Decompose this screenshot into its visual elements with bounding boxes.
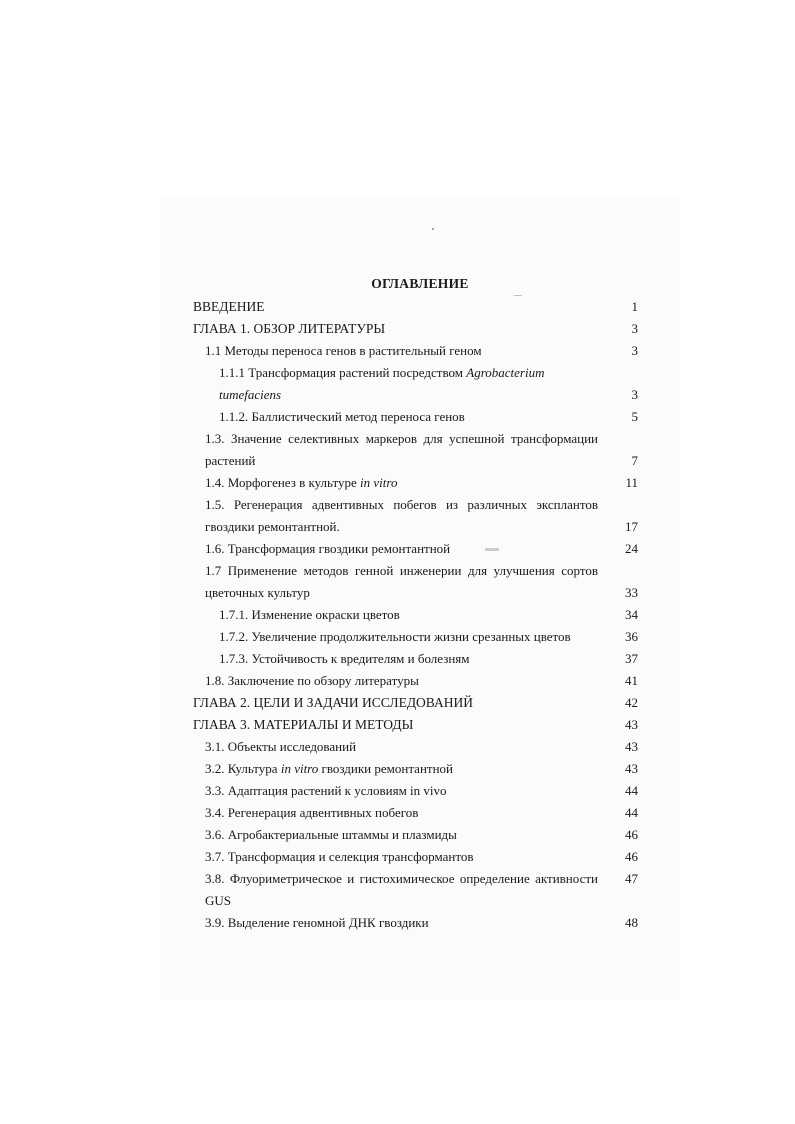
- scan-speck: [432, 228, 434, 230]
- toc-entry-line: ГЛАВА 1. ОБЗОР ЛИТЕРАТУРЫ: [193, 321, 386, 336]
- toc-entry-line: 1.7.1. Изменение окраски цветов: [219, 607, 400, 622]
- toc-page-number: 1: [631, 299, 638, 314]
- toc-page-number: 46: [625, 849, 638, 864]
- toc-entry-text: [193, 692, 598, 714]
- toc-page-number: 42: [625, 695, 638, 710]
- toc-entry-text: [219, 362, 598, 406]
- toc-entry: [193, 670, 638, 692]
- toc-entry-line: 1.1 Методы переноса генов в растительный геном: [205, 343, 482, 358]
- toc-entry-line: растений: [205, 453, 256, 468]
- toc-title: ОГЛАВЛЕНИЕ: [371, 276, 469, 291]
- toc-entry-text: [219, 604, 598, 626]
- toc-entry: [193, 846, 638, 868]
- toc-entry-line: 3.2. Культура in vitro гвоздики ремонтантной: [205, 761, 454, 776]
- toc-entry-line: ВВЕДЕНИЕ: [193, 299, 265, 314]
- toc-entry-line: гвоздики ремонтантной.: [205, 519, 340, 534]
- toc-page-number: 3: [631, 387, 638, 402]
- toc-entry-text: [193, 318, 598, 340]
- toc-entry-line: GUS: [205, 893, 232, 908]
- toc-entry-text: [205, 670, 598, 692]
- toc-italic-term: Agrobacterium: [466, 365, 545, 380]
- toc-entry-text: [205, 494, 598, 538]
- toc-entry-line: 3.8. Флуориметрическое и гистохимическое определение активности: [205, 871, 598, 886]
- toc-entry: [193, 912, 638, 934]
- toc-page-number: 36: [625, 629, 638, 644]
- toc-entry-text: [205, 868, 598, 912]
- toc-entry-line: 3.7. Трансформация и селекция трансформантов: [205, 849, 474, 864]
- toc-entry: [193, 362, 638, 406]
- toc-entry-line: 1.5. Регенерация адвентивных побегов из различных эксплантов: [205, 497, 598, 512]
- toc-entry-line: 1.6. Трансформация гвоздики ремонтантной: [205, 541, 451, 556]
- toc-entry: [193, 538, 638, 560]
- toc-entry-line: 3.6. Агробактериальные штаммы и плазмиды: [205, 827, 457, 842]
- toc-page-number: 46: [625, 827, 638, 842]
- toc-page-number: 47: [625, 871, 638, 886]
- toc-entry-text: [205, 428, 598, 472]
- toc-page-number: 48: [625, 915, 638, 930]
- toc-entry-text: [205, 758, 598, 780]
- toc-entry-text: [219, 648, 598, 670]
- toc-entry-line: ГЛАВА 3. МАТЕРИАЛЫ И МЕТОДЫ: [193, 717, 414, 732]
- toc-entry: [193, 318, 638, 340]
- toc-page-number: 43: [625, 739, 638, 754]
- toc-entry-line: tumefaciens: [219, 387, 282, 402]
- toc-entry: [193, 626, 638, 648]
- toc-entry-line: 1.7.2. Увеличение продолжительности жизни срезанных цветов: [219, 629, 571, 644]
- toc-italic-term: in vitro: [360, 475, 398, 490]
- toc-entry: [193, 406, 638, 428]
- toc-page-number: 24: [625, 541, 638, 556]
- toc-entry: [193, 714, 638, 736]
- toc-entry: [193, 736, 638, 758]
- table-of-contents: [193, 296, 638, 934]
- toc-entry-line: 1.1.2. Баллистический метод переноса генов: [219, 409, 465, 424]
- toc-entry: [193, 868, 638, 912]
- toc-entry-line: ГЛАВА 2. ЦЕЛИ И ЗАДАЧИ ИССЛЕДОВАНИЙ: [193, 695, 473, 710]
- toc-entry: [193, 494, 638, 538]
- toc-page-number: 41: [625, 673, 638, 688]
- toc-entry-text: [219, 626, 598, 648]
- toc-italic-term: in vitro: [280, 761, 319, 776]
- toc-entry-text: [219, 406, 598, 428]
- toc-entry-text: [205, 340, 598, 362]
- toc-entry-text: [205, 736, 598, 758]
- toc-entry: [193, 692, 638, 714]
- toc-entry-line: 3.9. Выделение геномной ДНК гвоздики: [205, 915, 429, 930]
- toc-page-number: 7: [631, 453, 638, 468]
- toc-entry-line: 1.7.3. Устойчивость к вредителям и болезням: [219, 651, 470, 666]
- toc-entry: [193, 428, 638, 472]
- toc-entry: [193, 472, 638, 494]
- toc-entry: [193, 758, 638, 780]
- toc-entry-line: 1.4. Морфогенез в культуре in vitro: [205, 475, 398, 490]
- toc-entry: [193, 648, 638, 670]
- toc-entry: [193, 824, 638, 846]
- toc-entry-text: [205, 912, 598, 934]
- toc-page-number: 43: [625, 717, 638, 732]
- toc-entry: [193, 604, 638, 626]
- toc-entry-line: 1.8. Заключение по обзору литературы: [205, 673, 419, 688]
- toc-entry-text: [205, 824, 598, 846]
- toc-page-number: 44: [625, 783, 638, 798]
- toc-entry-text: [205, 802, 598, 824]
- toc-page-number: 43: [625, 761, 638, 776]
- toc-entry: [193, 296, 638, 318]
- toc-entry-text: [205, 780, 598, 802]
- toc-page-number: 37: [625, 651, 638, 666]
- toc-page-number: 17: [625, 519, 638, 534]
- toc-page-number: 11: [625, 475, 638, 490]
- toc-entry: [193, 780, 638, 802]
- toc-entry: [193, 802, 638, 824]
- toc-entry-text: [193, 714, 598, 736]
- toc-page-number: 44: [625, 805, 638, 820]
- toc-entry-text: [205, 846, 598, 868]
- toc-entry-text: [205, 560, 598, 604]
- toc-entry-line: 3.3. Адаптация растений к условиям in vivo: [205, 783, 447, 798]
- toc-entry-line: 1.7 Применение методов генной инженерии для улучшения сортов: [205, 563, 598, 578]
- toc-entry-line: цветочных культур: [205, 585, 310, 600]
- toc-entry-text: [205, 472, 598, 494]
- toc-entry-line: 3.1. Объекты исследований: [205, 739, 357, 754]
- toc-entry: [193, 340, 638, 362]
- toc-entry-line: 1.1.1 Трансформация растений посредством Agrobacterium: [219, 365, 545, 380]
- toc-page-number: 33: [625, 585, 638, 600]
- toc-entry-text: [193, 296, 598, 318]
- toc-page-number: 5: [631, 409, 638, 424]
- toc-entry-line: 1.3. Значение селективных маркеров для успешной трансформации: [205, 431, 598, 446]
- toc-page-number: 34: [625, 607, 638, 622]
- toc-entry-line: 3.4. Регенерация адвентивных побегов: [205, 805, 419, 820]
- toc-page-number: 3: [631, 343, 638, 358]
- toc-page-number: 3: [631, 321, 638, 336]
- toc-entry-text: [205, 538, 598, 560]
- toc-entry: [193, 560, 638, 604]
